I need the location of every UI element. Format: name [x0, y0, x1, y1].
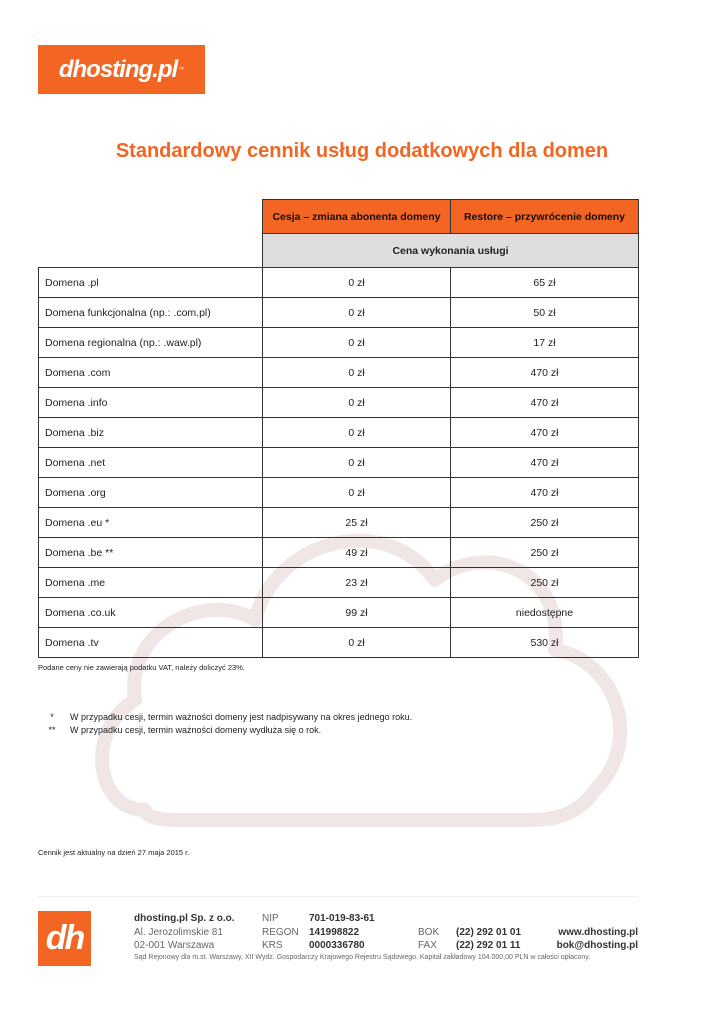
footer-address-line2: 02-001 Warszawa [134, 940, 215, 951]
footer-divider [38, 896, 638, 897]
company-logo [38, 45, 205, 94]
table-row [39, 628, 639, 658]
footer-fax-label: FAX [418, 940, 437, 951]
restore-price-cell: 470 zł [451, 388, 639, 418]
footer-fax-value: (22) 292 01 11 [456, 940, 521, 951]
footnote-mark: ** [48, 724, 56, 735]
footnote [44, 710, 412, 723]
footer-web-block [538, 926, 638, 953]
domain-name-cell: Domena .be ** [39, 538, 263, 568]
cesja-price-cell: 0 zł [263, 628, 451, 658]
footer-krs-label: KRS [262, 940, 283, 951]
cesja-price-cell: 0 zł [263, 448, 451, 478]
subheader-empty-cell [39, 234, 263, 268]
cesja-price-cell: 99 zł [263, 598, 451, 628]
footer-id-values [309, 912, 375, 953]
domain-name-cell: Domena .tv [39, 628, 263, 658]
table-row [39, 448, 639, 478]
footnote-text: W przypadku cesji, termin ważności domeny jest nadpisywany na okres jednego roku. [70, 711, 413, 722]
column-header-cesja: Cesja – zmiana abonenta domeny [263, 200, 451, 234]
table-row [39, 298, 639, 328]
logo-text: dhosting.pl [58, 55, 178, 83]
footnote-mark: * [50, 711, 54, 722]
footnote [44, 723, 412, 736]
footer-bok-value: (22) 292 01 01 [456, 926, 522, 938]
cesja-price-cell: 23 zł [263, 568, 451, 598]
footer-address-line1: Al. Jerozolimskie 81 [134, 926, 223, 938]
table-row [39, 328, 639, 358]
cesja-price-cell: 0 zł [263, 268, 451, 298]
restore-price-cell: 470 zł [451, 418, 639, 448]
restore-price-cell: 50 zł [451, 298, 639, 328]
table-row [39, 538, 639, 568]
table-subheader-row [39, 234, 639, 268]
table-header-row [39, 200, 639, 234]
footer-krs-value: 0000336780 [309, 940, 365, 951]
domain-name-cell: Domena .pl [39, 268, 263, 298]
domain-name-cell: Domena .org [39, 478, 263, 508]
footer-regon-label: REGON [262, 926, 299, 938]
domain-name-cell: Domena .co.uk [39, 598, 263, 628]
restore-price-cell: 470 zł [451, 448, 639, 478]
logo-trademark: ™ [178, 66, 185, 73]
restore-price-cell: 250 zł [451, 508, 639, 538]
table-row [39, 508, 639, 538]
footnotes [44, 710, 412, 736]
cesja-price-cell: 0 zł [263, 418, 451, 448]
footer-regon-value: 141998822 [309, 926, 360, 938]
domain-name-cell: Domena .me [39, 568, 263, 598]
price-table [38, 199, 639, 658]
restore-price-cell: 250 zł [451, 538, 639, 568]
footer-company-block [134, 912, 235, 953]
footer-nip-value: 701-019-83-61 [309, 913, 375, 924]
table-row [39, 418, 639, 448]
column-header-restore: Restore – przywrócenie domeny [451, 200, 639, 234]
footnote-text: W przypadku cesji, termin ważności domeny wydłuża się o rok. [70, 724, 322, 735]
page-title: Standardowy cennik usług dodatkowych dla domen [115, 140, 609, 162]
domain-name-cell: Domena funkcjonalna (np.: .com.pl) [39, 298, 263, 328]
footer-contact-values [456, 926, 521, 953]
restore-price-cell: 470 zł [451, 478, 639, 508]
domain-name-cell: Domena .biz [39, 418, 263, 448]
footer-bok-label: BOK [418, 926, 440, 938]
table-row [39, 478, 639, 508]
domain-name-cell: Domena .net [39, 448, 263, 478]
domain-name-cell: Domena regionalna (np.: .waw.pl) [39, 328, 263, 358]
footer-email-link[interactable]: bok@dhosting.pl [556, 940, 638, 951]
table-row [39, 268, 639, 298]
cesja-price-cell: 49 zł [263, 538, 451, 568]
vat-note: Podane ceny nie zawierają podatku VAT, należy doliczyć 23%. [38, 663, 245, 672]
footer-website-link[interactable]: www.dhosting.pl [558, 926, 638, 938]
domain-name-cell: Domena .com [39, 358, 263, 388]
footer-id-labels [262, 912, 299, 953]
footer-logo: dh [38, 911, 91, 966]
restore-price-cell: niedostępne [451, 598, 639, 628]
restore-price-cell: 250 zł [451, 568, 639, 598]
domain-name-cell: Domena .info [39, 388, 263, 418]
restore-price-cell: 470 zł [451, 358, 639, 388]
footer-contact-labels [418, 926, 439, 953]
cesja-price-cell: 0 zł [263, 328, 451, 358]
restore-price-cell: 530 zł [451, 628, 639, 658]
table-row [39, 388, 639, 418]
cesja-price-cell: 0 zł [263, 358, 451, 388]
footer-company-name: dhosting.pl Sp. z o.o. [134, 913, 235, 924]
table-row [39, 598, 639, 628]
cesja-price-cell: 25 zł [263, 508, 451, 538]
validity-note: Cennik jest aktualny na dzień 27 maja 2015 r. [38, 848, 190, 857]
footer-nip-label: NIP [262, 913, 279, 924]
restore-price-cell: 17 zł [451, 328, 639, 358]
subheader-price: Cena wykonania usługi [263, 234, 639, 268]
footer-legal-note: Sąd Rejonowy dla m.st. Warszawy, XII Wydz. Gospodarczy Krajowego Rejestru Sądowego. Kapitał zakładowy 104.000,00 PLN w całości opłacony. [134, 954, 591, 961]
header-empty-cell [39, 200, 263, 234]
cesja-price-cell: 0 zł [263, 388, 451, 418]
domain-name-cell: Domena .eu * [39, 508, 263, 538]
table-row [39, 568, 639, 598]
restore-price-cell: 65 zł [451, 268, 639, 298]
table-row [39, 358, 639, 388]
cesja-price-cell: 0 zł [263, 298, 451, 328]
cesja-price-cell: 0 zł [263, 478, 451, 508]
